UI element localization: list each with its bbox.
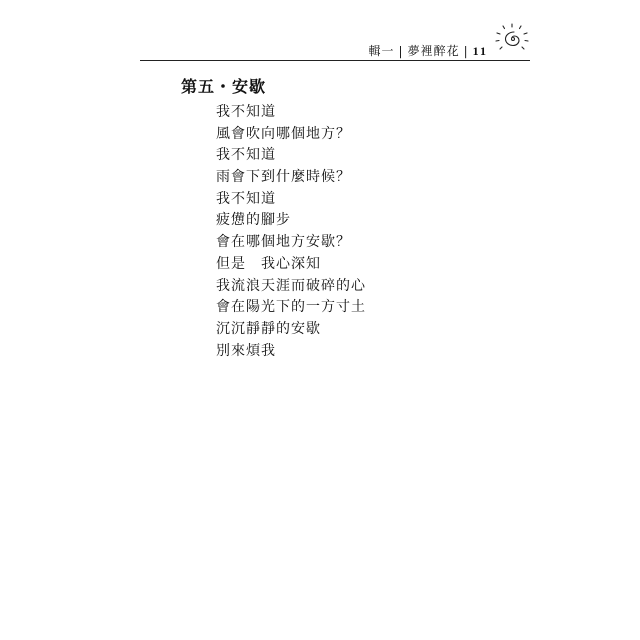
chapter-title: 第五・安歇 [181, 77, 267, 96]
section-label: 輯一 [368, 44, 395, 58]
poem-line: 雨會下到什麼時候？ [216, 169, 351, 186]
poem-line: 我不知道 [216, 104, 276, 120]
header-text [369, 42, 488, 59]
poem-line: 我不知道 [216, 190, 276, 207]
poem-line: 別來煩我 [216, 342, 276, 359]
header-separator: | [463, 44, 469, 58]
poem-line: 我不知道 [216, 147, 276, 164]
running-header [140, 36, 530, 61]
sun-spiral-icon [492, 22, 532, 56]
poem [216, 102, 366, 362]
poem-line: 會在哪個地方安歇？ [216, 234, 351, 251]
poem-line: 但是 我心深知 [216, 255, 321, 272]
poem-line: 會在陽光下的一方寸土 [216, 299, 366, 316]
header-separator: | [398, 44, 404, 58]
poem-line: 風會吹向哪個地方？ [216, 125, 351, 142]
poem-line: 疲憊的腳步 [216, 212, 291, 229]
poem-line: 我流浪天涯而破碎的心 [216, 277, 366, 294]
page-number: 11 [472, 44, 488, 58]
poem-line: 沉沉靜靜的安歇 [216, 320, 321, 337]
chapter-label: 夢裡醉花 [407, 44, 460, 58]
